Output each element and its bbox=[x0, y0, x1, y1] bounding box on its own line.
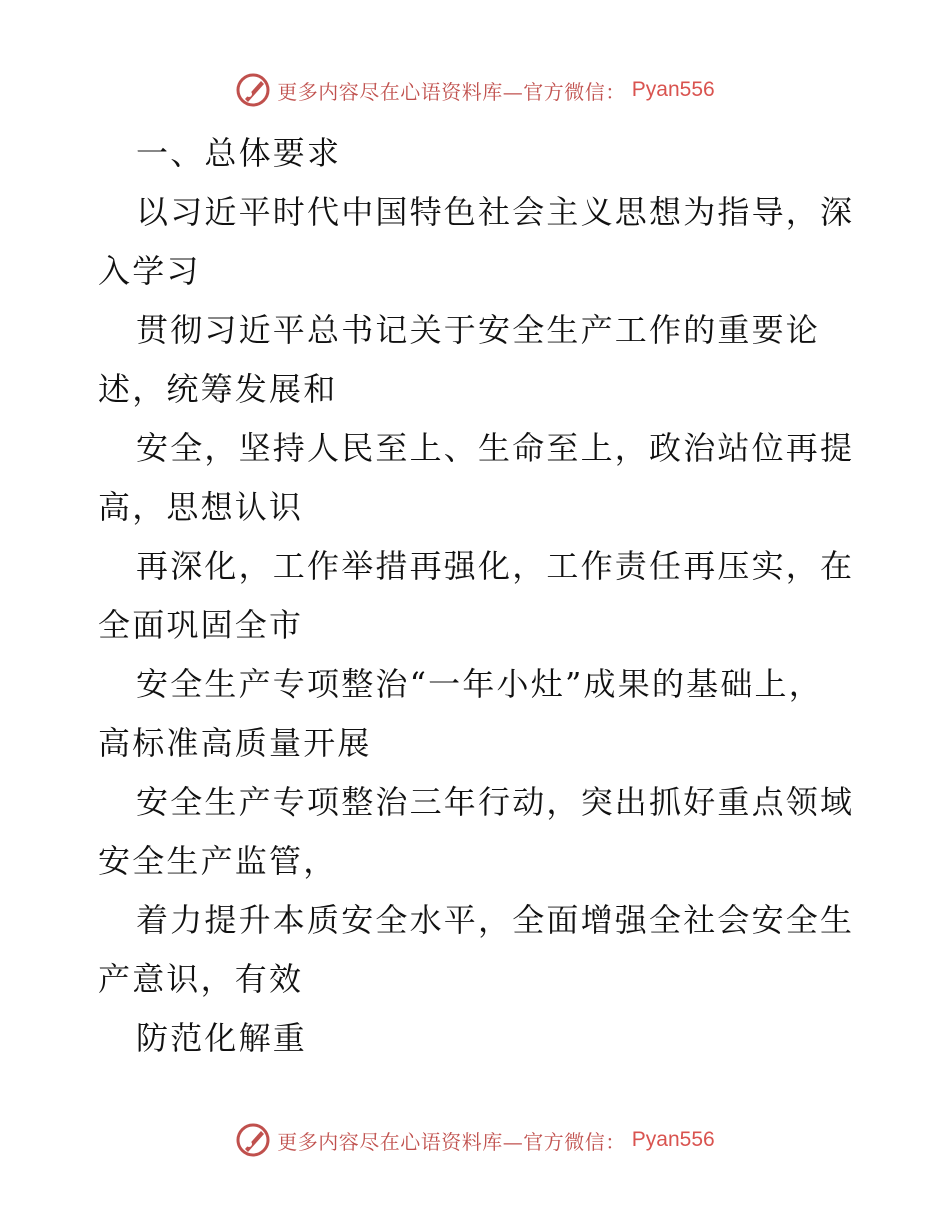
paragraph-line: 安全，坚持人民至上、生命至上，政治站位再提 bbox=[136, 429, 855, 467]
paragraph-line: 着力提升本质安全水平，全面增强全社会安全生 bbox=[136, 901, 855, 939]
paragraph-line: 以习近平时代中国特色社会主义思想为指导，深 bbox=[136, 193, 855, 231]
paragraph-line: 再深化，工作举措再强化，工作责任再压实，在 bbox=[136, 547, 855, 585]
watermark-wechat-id: Pyan556 bbox=[631, 78, 715, 101]
watermark-text: 更多内容尽在心语资料库—官方微信： bbox=[277, 1129, 626, 1154]
pen-logo-icon bbox=[235, 72, 271, 108]
header-watermark bbox=[0, 70, 950, 110]
paragraph-line: 入学习 bbox=[98, 252, 201, 290]
watermark-wechat-id: Pyan556 bbox=[631, 1128, 715, 1151]
section-heading: 一、总体要求 bbox=[136, 134, 342, 172]
watermark-text: 更多内容尽在心语资料库—官方微信： bbox=[277, 79, 626, 104]
paragraph-line: 述，统筹发展和 bbox=[98, 370, 338, 408]
paragraph-line: 产意识，有效 bbox=[98, 960, 304, 998]
paragraph-line: 贯彻习近平总书记关于安全生产工作的重要论 bbox=[136, 311, 821, 349]
paragraph-line: 高，思想认识 bbox=[98, 488, 304, 526]
paragraph-line: 防范化解重 bbox=[136, 1019, 308, 1057]
document-body bbox=[98, 124, 858, 1068]
paragraph-line: 安全生产专项整治“一年小灶”成果的基础上， bbox=[136, 665, 823, 703]
paragraph-line: 安全生产专项整治三年行动，突出抓好重点领域 bbox=[136, 783, 855, 821]
footer-watermark bbox=[0, 1120, 950, 1160]
paragraph-line: 高标准高质量开展 bbox=[98, 724, 372, 762]
pen-logo-icon bbox=[235, 1122, 271, 1158]
paragraph-line: 全面巩固全市 bbox=[98, 606, 304, 644]
paragraph-line: 安全生产监管， bbox=[98, 842, 338, 880]
